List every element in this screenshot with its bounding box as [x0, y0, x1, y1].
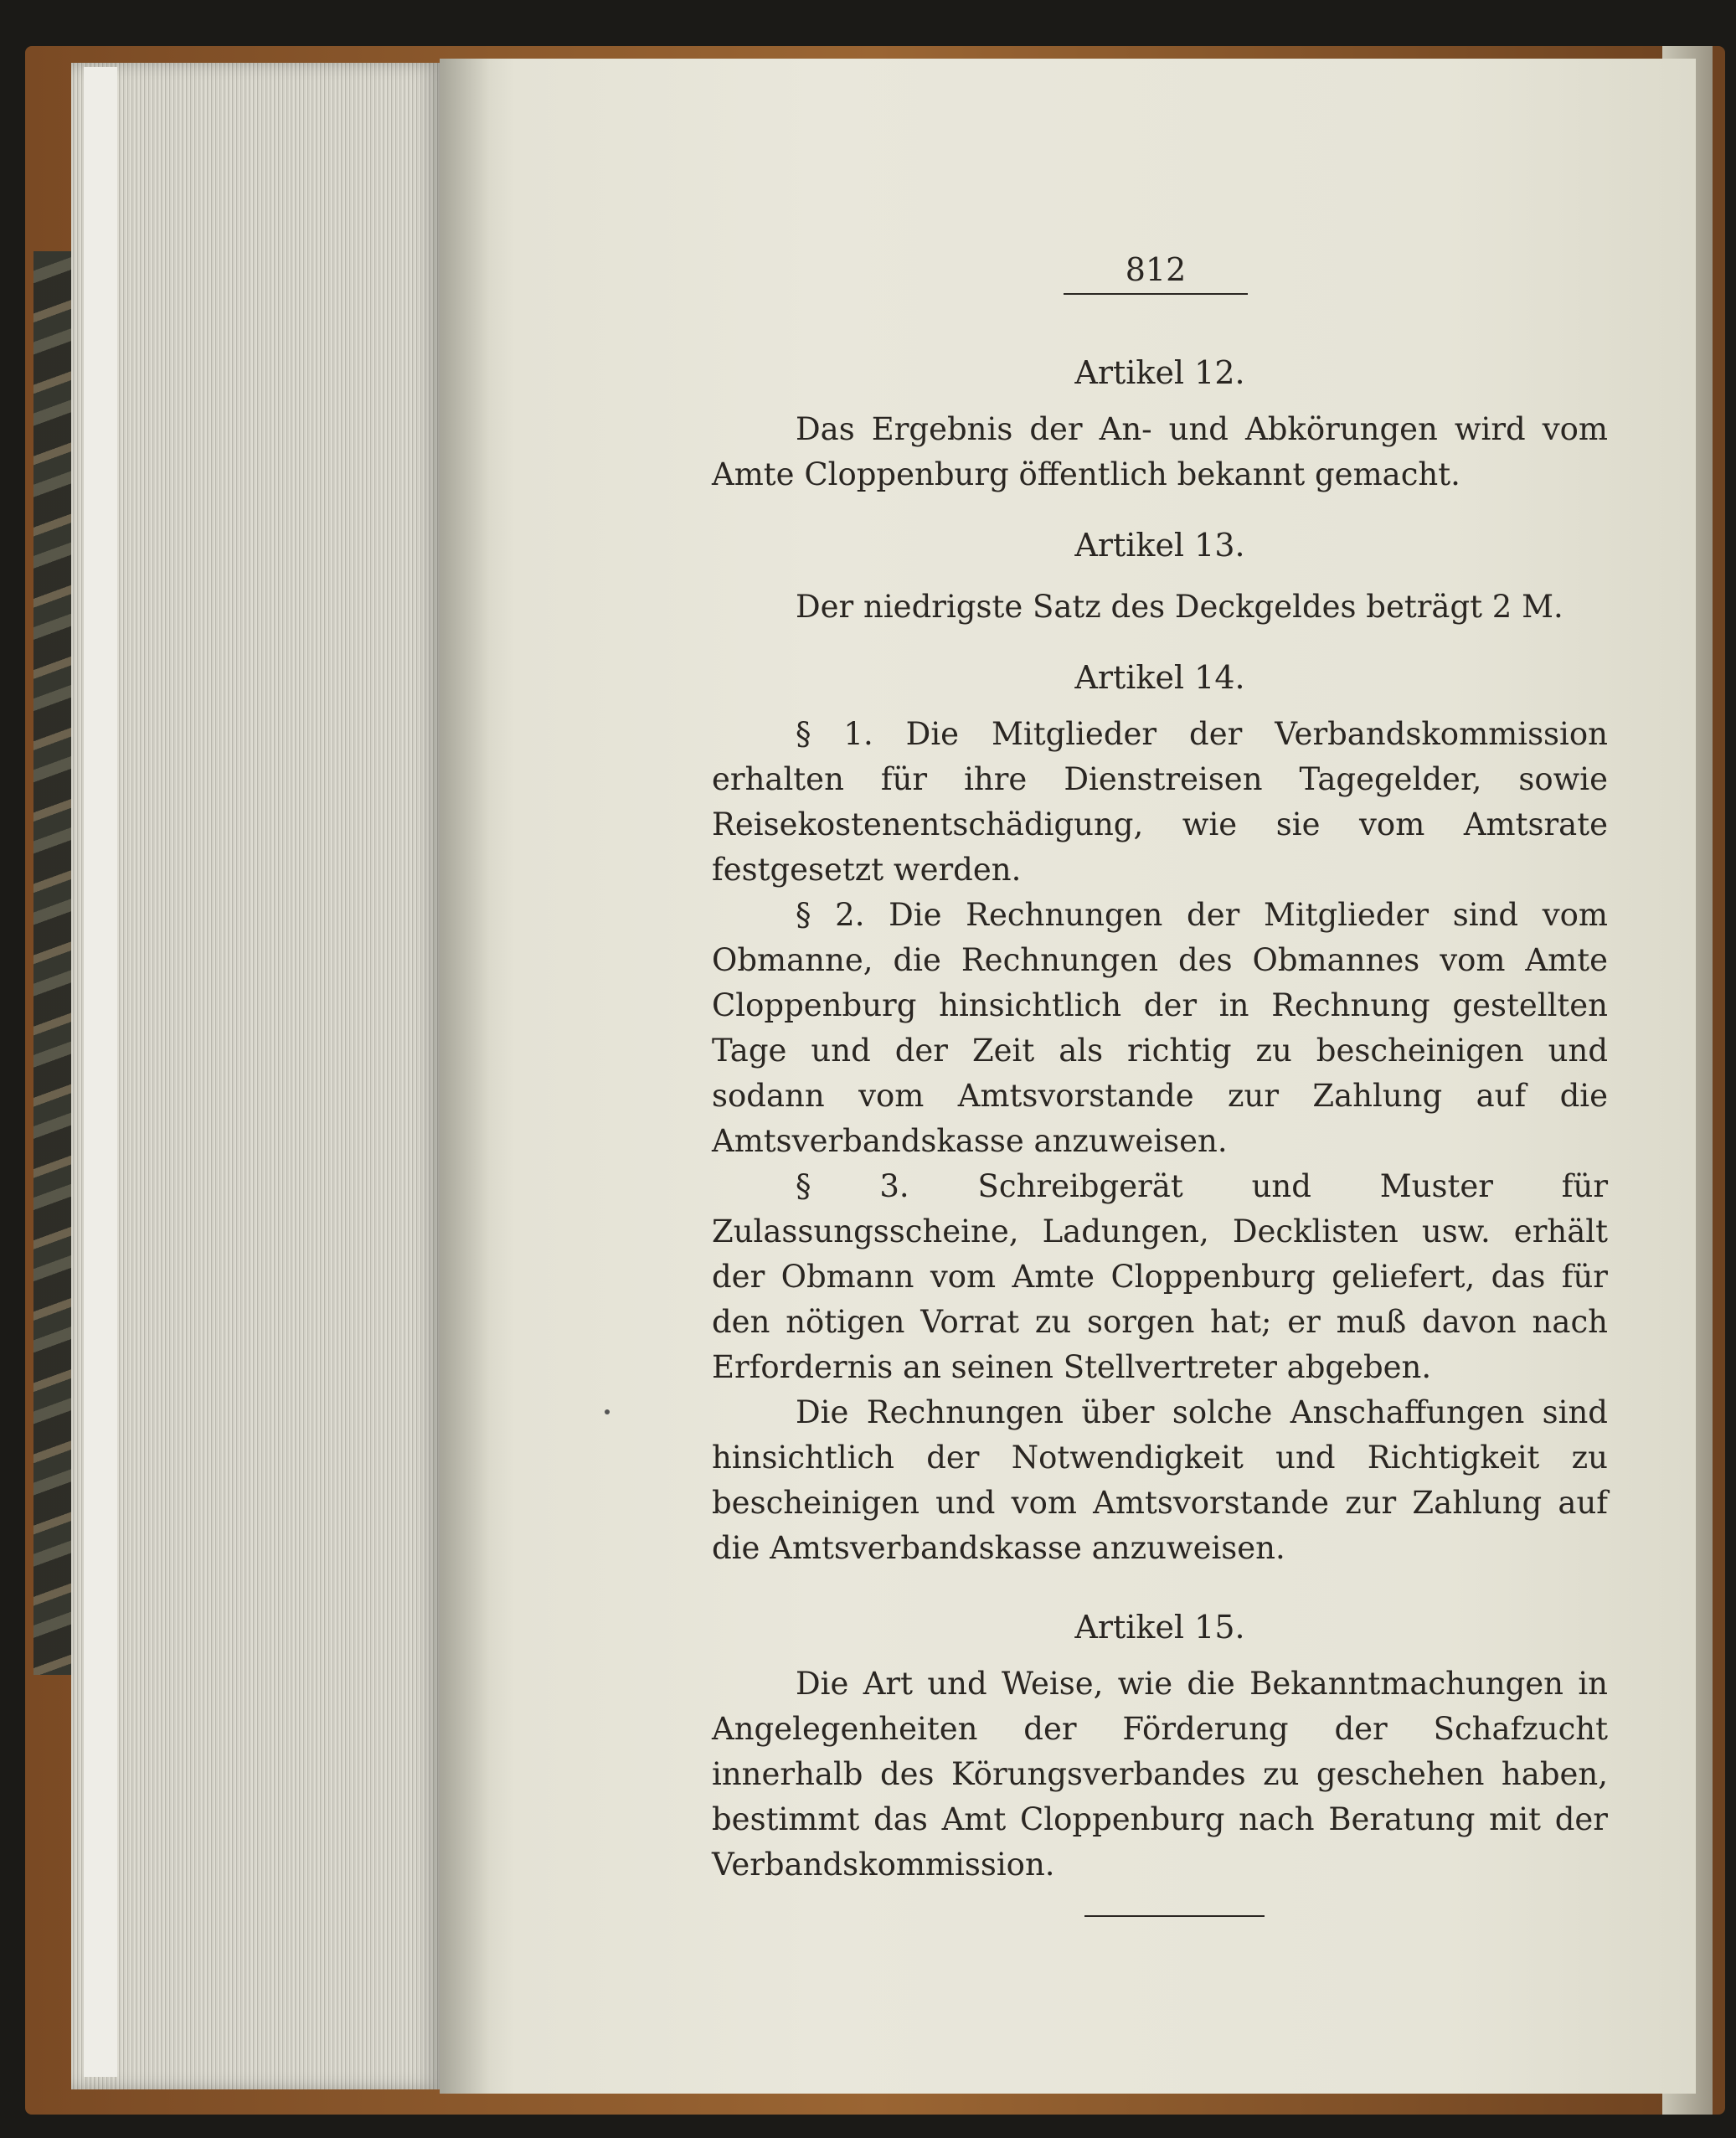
article-paragraph: § 3. Schreibgerät und Muster für Zulassungsscheine, Ladungen, Decklisten usw. erhält der Obmann vom Amte Cloppenburg geliefert, das für den nötigen Vorrat zu sorgen hat; er muß davon nach Erfordernis an seinen Stellvertreter abgeben. — [712, 1168, 1608, 1385]
article-paragraph: Das Ergebnis der An- und Abkörungen wird vom Amte Cloppenburg öffentlich bekannt gemacht. — [712, 411, 1608, 492]
page-stack-edge — [71, 63, 440, 2089]
page-number: 812 — [1064, 251, 1248, 295]
article-paragraph: § 1. Die Mitglieder der Verbandskommission erhalten für ihre Dienstreisen Tagegelder, sowie Reisekostenentschädigung, wie sie vom Amtsrate festgesetzt werden. — [712, 716, 1608, 888]
article-paragraph: § 2. Die Rechnungen der Mitglieder sind vom Obmanne, die Rechnungen des Obmannes vom Amte Cloppenburg hinsichtlich der in Rechnung gestellten Tage und der Zeit als richtig zu bescheinigen und sodann vom Amtsvorstande zur Zahlung auf die Amtsverbandskasse anzuweisen. — [712, 897, 1608, 1159]
article-paragraph: Die Rechnungen über solche Anschaffungen sind hinsichtlich der Notwendigkeit und Richtigkeit zu bescheinigen und vom Amtsvorstande zur Zahlung auf die Amtsverbandskasse anzuweisen. — [712, 1394, 1608, 1566]
article-paragraph: Die Art und Weise, wie die Bekanntmachungen in Angelegenheiten der Förderung der Schafzucht innerhalb des Körungsverbandes zu geschehen haben, bestimmt das Amt Cloppenburg nach Beratung mit der Verbandskommission. — [712, 1666, 1608, 1883]
page-text — [712, 251, 1608, 1888]
article-heading: Artikel 15. — [1074, 1609, 1245, 1646]
paper-speck — [605, 1409, 610, 1414]
article-heading: Artikel 13. — [1074, 527, 1245, 564]
gutter-shadow — [440, 59, 490, 2094]
page-stack-highlight — [84, 67, 117, 2077]
article-paragraph: Der niedrigste Satz des Deckgeldes beträgt 2 M. — [796, 589, 1563, 625]
article-heading: Artikel 12. — [1074, 354, 1245, 391]
article-heading: Artikel 14. — [1074, 659, 1245, 696]
end-rule — [1084, 1915, 1265, 1917]
